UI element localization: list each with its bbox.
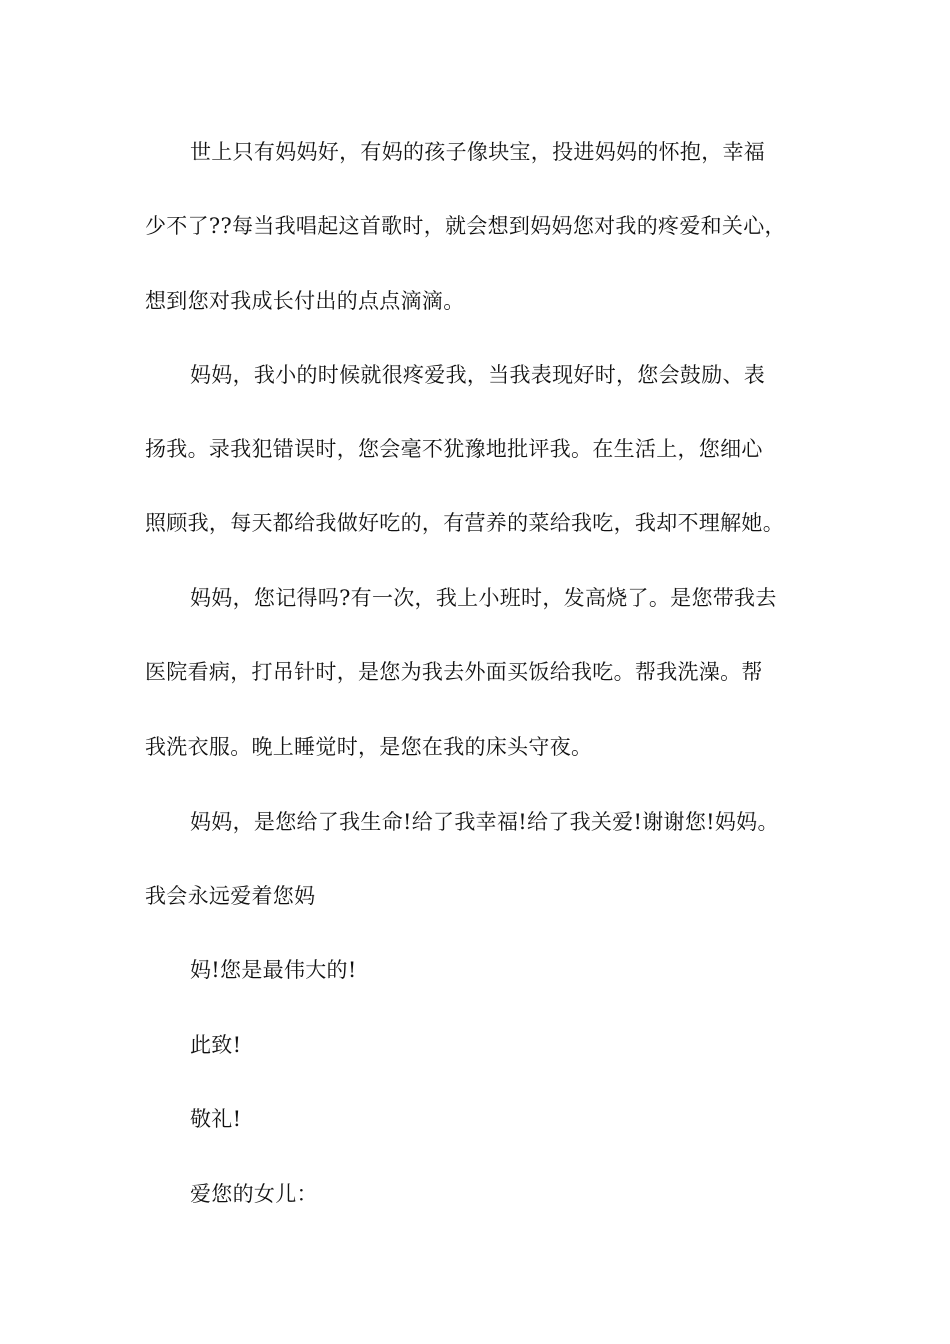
paragraph-3-line-1: 妈妈，您记得吗?有一次，我上小班时，发高烧了。是您带我去 [190,586,777,610]
paragraph-2-line-1: 妈妈，我小的时候就很疼爱我，当我表现好时，您会鼓励、表 [190,363,766,387]
paragraph-2-line-2: 扬我。录我犯错误时，您会毫不犹豫地批评我。在生活上，您细心 [145,437,763,461]
paragraph-1-line-1: 世上只有妈妈好，有妈的孩子像块宝，投进妈妈的怀抱，幸福 [190,140,766,164]
signature-line: 爱您的女儿： [190,1182,318,1206]
paragraph-4-line-2: 我会永远爱着您妈 [145,884,316,908]
paragraph-1-line-3: 想到您对我成长付出的点点滴滴。 [145,289,465,313]
paragraph-2-line-3: 照顾我，每天都给我做好吃的，有营养的菜给我吃，我却不理解她。 [145,511,784,535]
paragraph-5-line: 妈!您是最伟大的! [190,958,357,982]
paragraph-3-line-3: 我洗衣服。晚上睡觉时，是您在我的床头守夜。 [145,735,593,759]
paragraph-3-line-2: 医院看病，打吊针时，是您为我去外面买饭给我吃。帮我洗澡。帮 [145,660,763,684]
paragraph-4-line-1: 妈妈，是您给了我生命!给了我幸福!给了我关爱!谢谢您!妈妈。 [190,810,779,834]
closing-cizhi: 此致! [190,1033,242,1057]
paragraph-1-line-2: 少不了??每当我唱起这首歌时，就会想到妈妈您对我的疼爱和关心， [145,214,786,238]
closing-jingli: 敬礼! [190,1107,242,1131]
